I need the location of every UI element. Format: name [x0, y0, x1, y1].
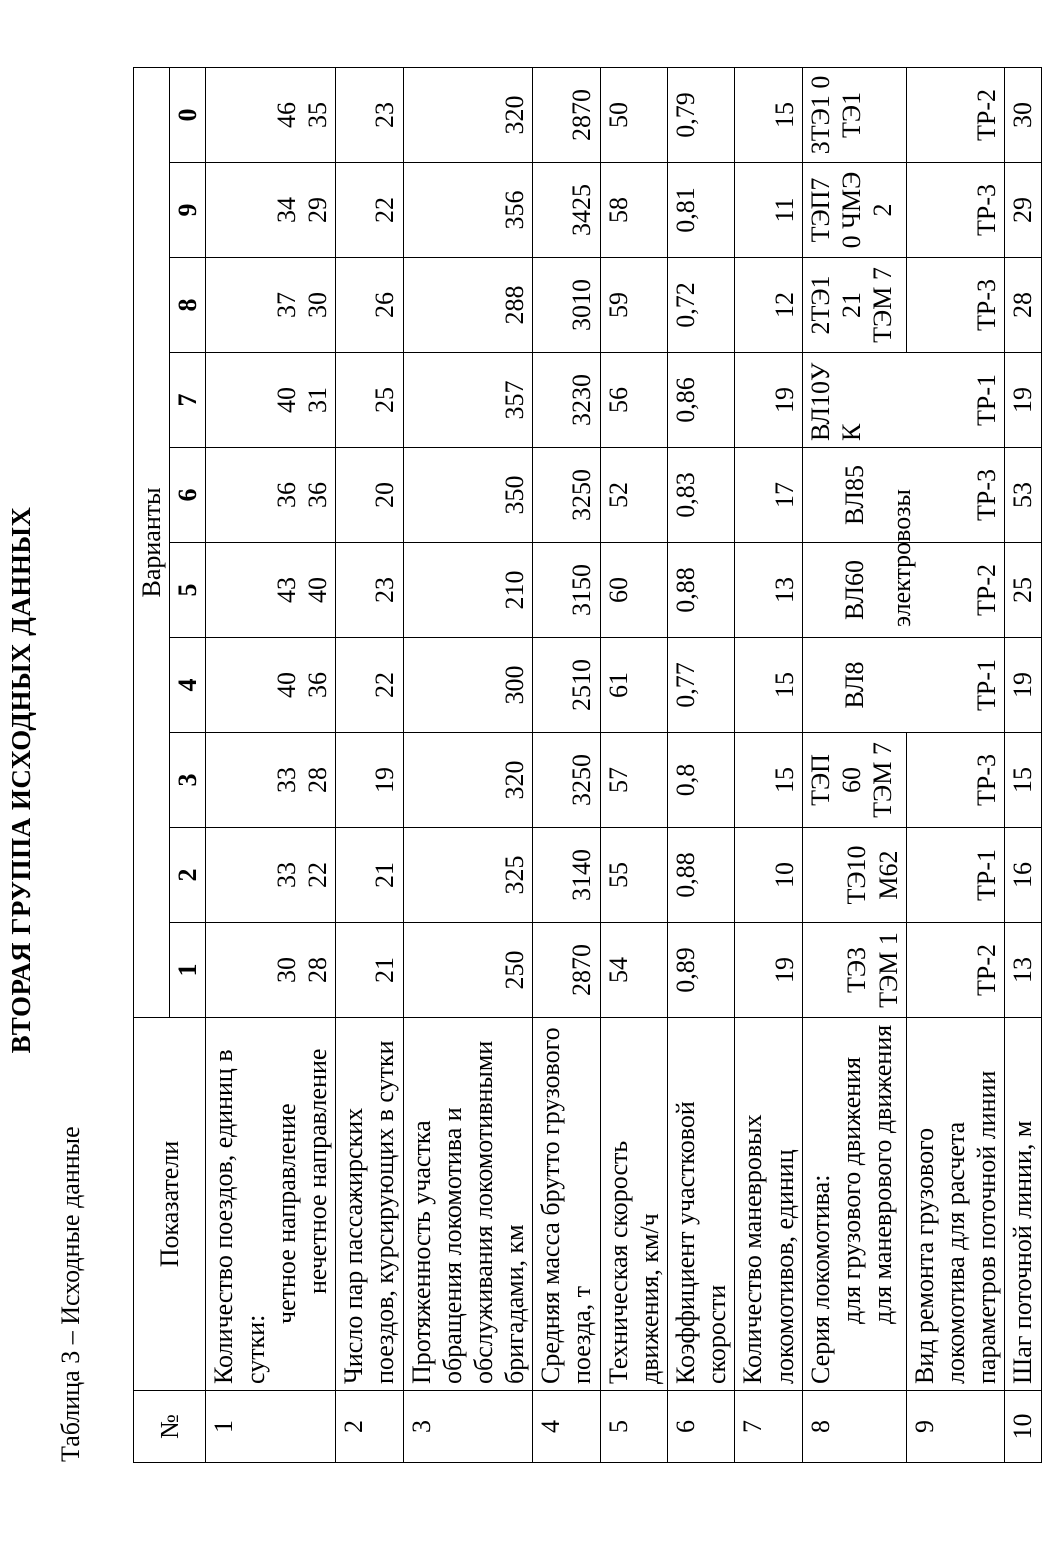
value-cell: 30: [1005, 67, 1041, 162]
source-data-table: [133, 67, 1042, 1463]
value-cell: 15: [735, 638, 802, 733]
row-label: Техническая скорость движения, км/ч: [600, 1018, 667, 1391]
pair-cell: [206, 828, 336, 923]
series-cell: 2ТЭ1 21 ТЭМ 7: [802, 258, 906, 353]
pair-cell: [206, 353, 336, 448]
even-value: 43: [271, 577, 301, 603]
pair-cell: [206, 67, 336, 162]
variant-number: 5: [170, 543, 206, 638]
row-label: Вид ремонта грузового локомотива для расчета параметров поточной линии: [906, 1018, 1005, 1391]
row-label: [802, 1018, 906, 1391]
series-cell: ВЛ10У К: [802, 353, 906, 448]
variant-number: 8: [170, 258, 206, 353]
value-cell: 3010: [533, 258, 600, 353]
value-cell: 19: [735, 923, 802, 1018]
table-row: [206, 67, 336, 1462]
value-cell: ТР-2: [906, 67, 1005, 162]
value-cell: 53: [1005, 448, 1041, 543]
value-cell: 11: [735, 163, 802, 258]
value-cell: ТР-3: [906, 448, 1005, 543]
row-number: 4: [533, 1391, 600, 1463]
variant-number: 9: [170, 163, 206, 258]
value-cell: 2870: [533, 67, 600, 162]
even-value: 34: [271, 197, 301, 223]
header-indicators: Показатели: [134, 1018, 206, 1391]
odd-value: 36: [302, 482, 332, 508]
pair-cell: [206, 638, 336, 733]
pair-cell: [206, 923, 336, 1018]
value-cell: 10: [735, 828, 802, 923]
row-number: 8: [802, 1391, 906, 1463]
even-value: 46: [271, 101, 301, 128]
row-number: 5: [600, 1391, 667, 1463]
value-cell: 15: [735, 733, 802, 828]
value-cell: 3250: [533, 448, 600, 543]
row-label-sub: для грузового движения: [836, 1056, 866, 1324]
value-cell: 320: [403, 67, 533, 162]
row-label: Средняя масса брутто грузового поезда, т: [533, 1018, 600, 1391]
value-cell: 60: [600, 543, 667, 638]
value-cell: 57: [600, 733, 667, 828]
row-number: 7: [735, 1391, 802, 1463]
pair-cell: [206, 448, 336, 543]
value-cell: 26: [336, 258, 403, 353]
odd-value: 22: [302, 862, 332, 888]
table-caption: Таблица 3 – Исходные данные: [56, 1126, 85, 1462]
value-cell: 54: [600, 923, 667, 1018]
row-number: 6: [668, 1391, 735, 1463]
value-cell: 13: [735, 543, 802, 638]
value-cell: 55: [600, 828, 667, 923]
odd-value: 28: [302, 957, 332, 983]
value-cell: 3425: [533, 163, 600, 258]
series-cell: ВЛ8: [802, 638, 906, 733]
value-text: ТР-2: [972, 564, 1002, 616]
odd-value: 36: [302, 672, 332, 698]
value-cell: ТР-3: [906, 163, 1005, 258]
table-row: [600, 67, 667, 1462]
table-row: [668, 67, 735, 1462]
table-row: [1005, 67, 1041, 1462]
value-cell: 22: [336, 163, 403, 258]
row-label: Число пар пассажирских поездов, курсирующих в сутки: [336, 1018, 403, 1391]
table-row: [802, 67, 906, 1462]
value-cell: 29: [1005, 163, 1041, 258]
value-cell: 3150: [533, 543, 600, 638]
variant-number: 4: [170, 638, 206, 733]
value-cell: 325: [403, 828, 533, 923]
even-value: 37: [271, 292, 301, 318]
series-cell: ТЭ10 М62: [802, 828, 906, 923]
value-cell: 20: [336, 448, 403, 543]
value-cell: 58: [600, 163, 667, 258]
value-cell: 19: [735, 353, 802, 448]
pair-cell: [206, 543, 336, 638]
value-cell: 23: [336, 543, 403, 638]
value-cell: 356: [403, 163, 533, 258]
value-cell: 0,79: [668, 67, 735, 162]
value-cell: 25: [1005, 543, 1041, 638]
value-cell: 59: [600, 258, 667, 353]
row-label: Протяженность участка обращения локомотива и обслуживания локомотивными бригадами, км: [403, 1018, 533, 1391]
value-cell: 52: [600, 448, 667, 543]
value-cell: 0,88: [668, 828, 735, 923]
even-value: 33: [271, 767, 301, 793]
row-number: 10: [1005, 1391, 1041, 1463]
variant-number: 7: [170, 353, 206, 448]
header-variants: Варианты: [134, 67, 170, 1017]
pair-cell: [206, 163, 336, 258]
value-cell: 0,77: [668, 638, 735, 733]
value-cell: 3140: [533, 828, 600, 923]
value-cell: 3230: [533, 353, 600, 448]
value-cell: 50: [600, 67, 667, 162]
even-value: 40: [271, 387, 301, 413]
value-cell: 250: [403, 923, 533, 1018]
row-label: [206, 1018, 336, 1391]
odd-value: 28: [302, 767, 332, 793]
series-cell: ТЭ3 ТЭМ 1: [802, 923, 906, 1018]
value-cell: 3250: [533, 733, 600, 828]
value-cell: 13: [1005, 923, 1041, 1018]
series-cell: ВЛ60: [802, 543, 906, 638]
variant-number: 6: [170, 448, 206, 543]
row-label-sub: четное направление: [271, 1103, 301, 1324]
table-row: [336, 67, 403, 1462]
series-cell: ТЭП 60 ТЭМ 7: [802, 733, 906, 828]
series-cell: ТЭП7 0 ЧМЭ 2: [802, 163, 906, 258]
page-heading: ВТОРАЯ ГРУППА ИСХОДНЫХ ДАННЫХ: [6, 506, 36, 1054]
value-cell: 357: [403, 353, 533, 448]
value-cell: 0,88: [668, 543, 735, 638]
row-number: 2: [336, 1391, 403, 1463]
value-cell: 0,83: [668, 448, 735, 543]
value-cell: 15: [1005, 733, 1041, 828]
value-cell: 23: [336, 67, 403, 162]
row-label-main: Серия локомотива:: [805, 1174, 835, 1384]
value-cell: 0,8: [668, 733, 735, 828]
variant-number: 2: [170, 828, 206, 923]
value-cell: 320: [403, 733, 533, 828]
table-row: [403, 67, 533, 1462]
value-cell: 12: [735, 258, 802, 353]
value-cell: 350: [403, 448, 533, 543]
value-cell: 56: [600, 353, 667, 448]
odd-value: 31: [302, 387, 332, 413]
value-cell: 15: [735, 67, 802, 162]
variant-number: 0: [170, 67, 206, 162]
table-row: [906, 67, 1005, 1462]
value-cell: ТР-1: [906, 828, 1005, 923]
row-label-sub: нечетное направление: [302, 1048, 332, 1294]
value-cell: 22: [336, 638, 403, 733]
series-cell: 3ТЭ1 0 ТЭ1: [802, 67, 906, 162]
value-cell: 2510: [533, 638, 600, 733]
value-cell: 0,81: [668, 163, 735, 258]
odd-value: 35: [302, 101, 332, 128]
odd-value: 30: [302, 292, 332, 318]
row-label-sub: для маневрового движения: [868, 1024, 898, 1324]
value-cell: 25: [336, 353, 403, 448]
value-cell: 21: [336, 828, 403, 923]
value-cell: 16: [1005, 828, 1041, 923]
value-cell: 0,89: [668, 923, 735, 1018]
row-number: 9: [906, 1391, 1005, 1463]
value-cell: ТР-2: [906, 923, 1005, 1018]
pair-cell: [206, 733, 336, 828]
value-cell: ТР-1: [906, 353, 1005, 448]
odd-value: 29: [302, 197, 332, 223]
variant-number: 3: [170, 733, 206, 828]
table-row: [533, 67, 600, 1462]
value-cell: 21: [336, 923, 403, 1018]
row-label: Количество маневровых локомотивов, единиц: [735, 1018, 802, 1391]
row-number: 3: [403, 1391, 533, 1463]
even-value: 33: [271, 862, 301, 888]
pair-cell: [206, 258, 336, 353]
value-cell: 0,86: [668, 353, 735, 448]
value-cell: 0,72: [668, 258, 735, 353]
value-cell: 288: [403, 258, 533, 353]
value-cell: 17: [735, 448, 802, 543]
even-value: 36: [271, 482, 301, 508]
even-value: 30: [271, 957, 301, 983]
value-cell: ТР-3: [906, 258, 1005, 353]
even-value: 40: [271, 672, 301, 698]
value-cell: 19: [336, 733, 403, 828]
row-label-main: Количество поездов, единиц в сутки:: [209, 1049, 270, 1384]
table-row: [735, 67, 802, 1462]
value-cell: 19: [1005, 638, 1041, 733]
row-number: 1: [206, 1391, 336, 1463]
header-num: №: [134, 1391, 206, 1463]
value-cell: 28: [1005, 258, 1041, 353]
value-cell: ТР-3: [906, 733, 1005, 828]
value-cell: 300: [403, 638, 533, 733]
value-cell: 61: [600, 638, 667, 733]
row-label: Шаг поточной линии, м: [1005, 1018, 1041, 1391]
header-row-1: [134, 67, 170, 1462]
electric-locomotive-note: электровозы: [887, 488, 917, 627]
row-label: Коэффициент участковой скорости: [668, 1018, 735, 1391]
value-cell: 210: [403, 543, 533, 638]
odd-value: 40: [302, 577, 332, 603]
value-cell: 19: [1005, 353, 1041, 448]
value-cell: ТР-1: [906, 638, 1005, 733]
value-cell: 2870: [533, 923, 600, 1018]
variant-number: 1: [170, 923, 206, 1018]
series-cell: ВЛ85: [802, 448, 906, 543]
